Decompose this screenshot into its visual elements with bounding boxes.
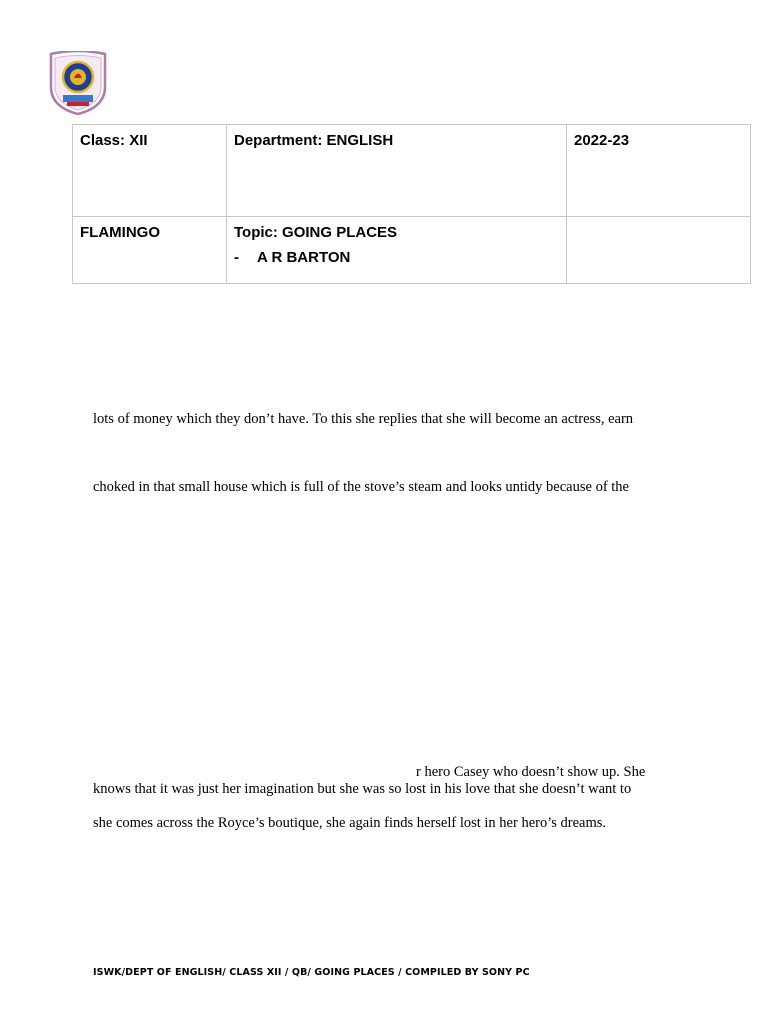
body-text-line: lots of money which they don’t have. To this she replies that she will become an actress, earn (93, 411, 634, 427)
body-text-line: r hero Casey who doesn’t show up. She (416, 764, 646, 780)
author-dash: - (234, 249, 239, 266)
academic-year: 2022-23 (574, 132, 630, 149)
author-line (234, 249, 559, 266)
class-label: Class: XII (80, 132, 148, 149)
body-text-line: choked in that small house which is full of the stove’s steam and looks untidy because of the (93, 479, 629, 495)
department-cell (227, 125, 567, 217)
body-text-line: she comes across the Royce’s boutique, she again finds herself lost in her hero’s dreams. (93, 815, 607, 831)
author-name: A R BARTON (257, 249, 351, 266)
year-cell (567, 125, 751, 217)
school-crest-logo (47, 51, 109, 115)
book-cell (73, 217, 227, 284)
topic-cell (227, 217, 567, 284)
book-title: FLAMINGO (80, 224, 160, 241)
topic-title: Topic: GOING PLACES (234, 224, 398, 241)
class-info-table (72, 124, 751, 284)
class-info-row (73, 125, 751, 217)
class-cell (73, 125, 227, 217)
page-footer: ISWK/DEPT OF ENGLISH/ CLASS XII / QB/ GOING PLACES / COMPILED BY SONY PC (93, 967, 530, 978)
crest-book (67, 102, 89, 106)
department-label: Department: ENGLISH (234, 132, 394, 149)
crest-banner (63, 95, 93, 102)
topic-row (73, 217, 751, 284)
empty-cell (567, 217, 751, 284)
body-text-line: knows that it was just her imagination but she was so lost in his love that she doesn’t want to (93, 781, 632, 797)
